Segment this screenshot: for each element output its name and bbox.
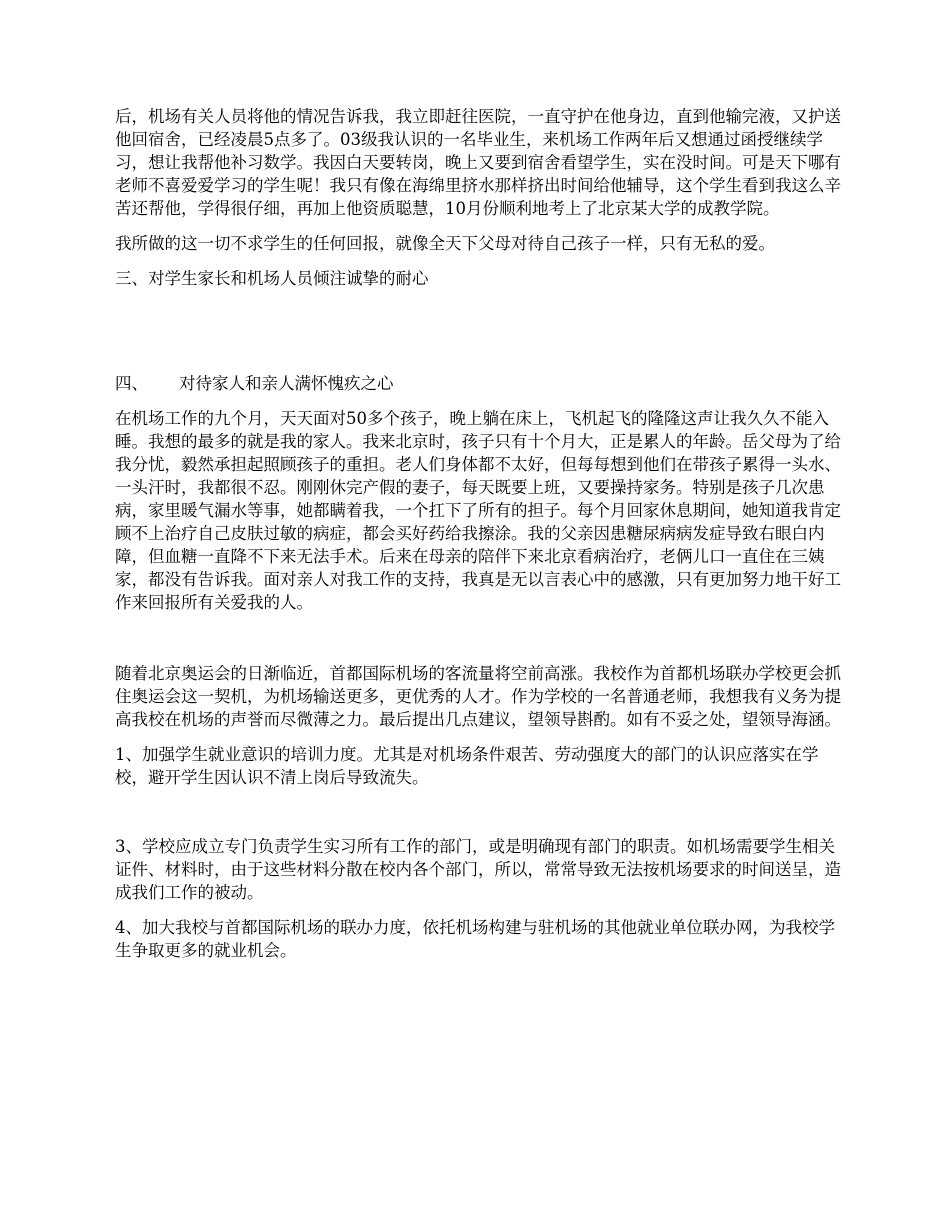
suggestion-1: 1、加强学生就业意识的培训力度。尤其是对机场条件艰苦、劳动强度大的部门的认识应落实在学校，避开学生因认识不清上岗后导致流失。 (115, 745, 819, 787)
spacer (115, 801, 845, 835)
section-heading-4-text: 对待家人和亲人满怀愧疚之心 (179, 374, 394, 393)
section-heading-3: 三、对学生家长和机场人员倾注诚挚的耐心 (115, 269, 429, 288)
paragraph-olympics: 随着北京奥运会的日渐临近，首都国际机场的客流量将空前高涨。我校作为首都机场联办学校更会抓住奥运会这一契机，为机场输送更多，更优秀的人才。作为学校的一名普通老师，我想我有义务为提高我校在机场的声誉而尽微薄之力。最后提出几点建议，望领导斟酌。如有不妥之处，望领导海涵。 (115, 664, 841, 729)
section-heading-4-number: 四、 (115, 374, 148, 393)
spacer (115, 626, 845, 662)
spacer (115, 302, 845, 372)
suggestion-3: 3、学校应成立专门负责学生实习所有工作的部门，或是明确现有部门的职责。如机场需要学生相关证件、材料时，由于这些材料分散在校内各个部门，所以，常常导致无法按机场要求的时间送呈，造成我们工作的被动。 (115, 837, 841, 902)
section-heading-4 (115, 372, 845, 395)
paragraph-hospital-story: 后，机场有关人员将他的情况告诉我，我立即赶往医院，一直守护在他身边，直到他输完液，又护送他回宿舍，已经凌晨5点多了。03级我认识的一名毕业生，来机场工作两年后又想通过函授继续学习，想让我帮他补习数学。我因白天要转岗，晚上又要到宿舍看望学生，实在没时间。可是天下哪有老师不喜爱爱学习的学生呢！我只有像在海绵里挤水那样挤出时间给他辅导，这个学生看到我这么辛苦还帮他，学得很仔细，再加上他资质聪慧，10月份顺利地考上了北京某大学的成教学院。 (115, 107, 841, 218)
paragraph-selfless-love: 我所做的这一切不求学生的任何回报，就像全天下父母对待自己孩子一样，只有无私的爱。 (115, 234, 775, 253)
paragraph-family: 在机场工作的九个月，天天面对50多个孩子，晚上躺在床上，飞机起飞的隆隆这声让我久久不能入睡。我想的最多的就是我的家人。我来北京时，孩子只有十个月大，正是累人的年龄。岳父母为了给我分忧，毅然承担起照顾孩子的重担。老人们身体都不太好，但每每想到他们在带孩子累得一头水、一头汗时，我都很不忍。刚刚休完产假的妻子，每天既要上班，又要操持家务。特别是孩子几次患病，家里暖气漏水等事，她都瞒着我，一个扛下了所有的担子。每个月回家休息期间，她知道我肯定顾不上治疗自己皮肤过敏的病症，都会买好药给我擦涂。我的父亲因患糖尿病病发症导致右眼白内障，但血糖一直降不下来无法手术。后来在母亲的陪伴下来北京看病治疗，老俩儿口一直住在三姨家，都没有告诉我。面对亲人对我工作的支持，我真是无以言表心中的感激，只有更加努力地干好工作来回报所有关爱我的人。 (115, 409, 841, 612)
suggestion-4: 4、加大我校与首都国际机场的联办力度，依托机场构建与驻机场的其他就业单位联办网，为我校学生争取更多的就业机会。 (115, 918, 835, 960)
document-page (115, 105, 845, 974)
